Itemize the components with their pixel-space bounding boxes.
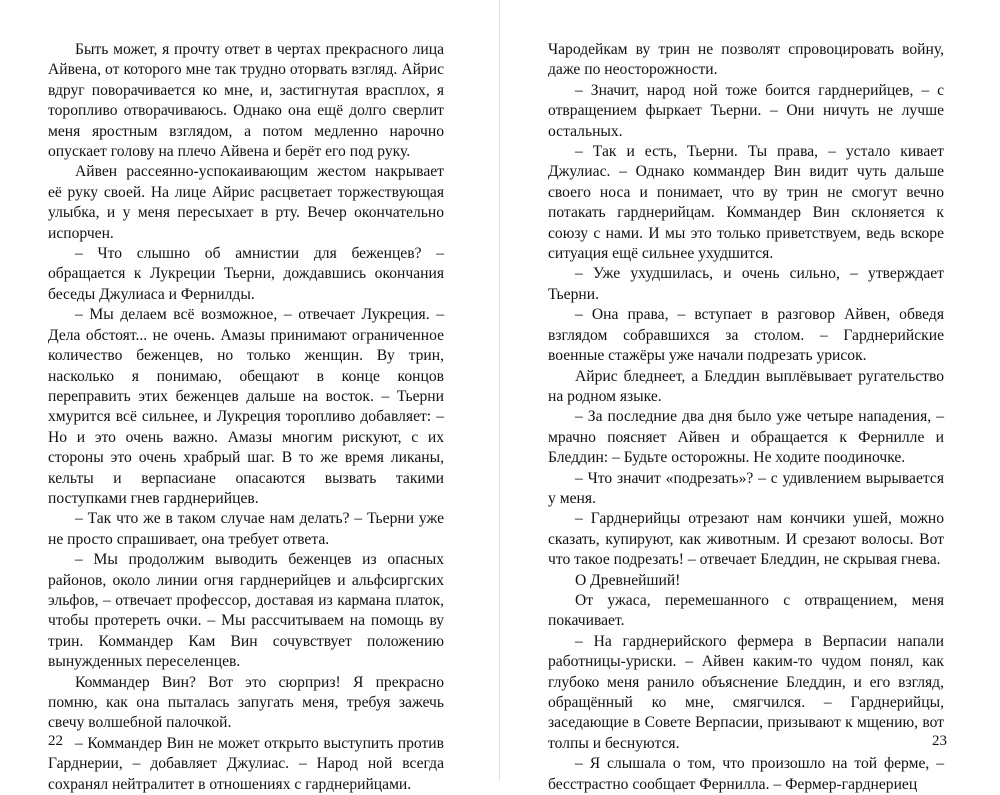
left-paragraph-4: – Мы делаем всё возможное, – отвечает Лукреция. – Дела обстоят... не очень. Амазы принимают ограниченное количество беженцев, но только женщин. Ву трин, насколько я понимаю, обещают в конце концов переправить этих беженцев дальше на восток. – Тьерни хмурится всё сильнее, и Лукреция торопливо добавляет: – Но и это очень важно. Амазы многим рискуют, с их стороны это очень храбрый шаг. В то же время ликаны, кельты и верпасиане опасаются вызвать такими поступками гнев гарднерийцев.: [48, 306, 444, 507]
right-paragraph-6: – За последние два дня было уже четыре нападения, – мрачно поясняет Айвен и обращается к Фернилле и Бледдин: – Будьте осторожны. Не ходите поодиночке.: [548, 408, 944, 467]
right-paragraph-11: – На гарднерийского фермера в Верпасии напали работницы-уриски. – Айвен каким-то чудом понял, как глубоко меня ранило объяснение Бледдин, и его взгляд, обращённый ко мне, смягчился. – Гарднерийцы, заседающие в Совете Верпасии, призывают к мщению, вот толпы и беснуются.: [548, 632, 944, 752]
right-continuation-paragraph: Чародейкам ву трин не позволят спровоцировать войну, даже по неосторожности.: [548, 41, 944, 79]
right-page-number: 23: [932, 733, 947, 749]
right-paragraph-5: Айрис бледнеет, а Бледдин выплёвывает ругательство на родном языке.: [548, 367, 944, 405]
right-paragraph-4: – Она права, – вступает в разговор Айвен, обведя взглядом собравшихся за столом. – Гарднерийские военные стажёры уже начали подрезать урисок.: [548, 306, 944, 365]
right-paragraph-7: – Что значит «подрезать»? – с удивлением вырывается у меня.: [548, 469, 944, 507]
right-paragraph-10: От ужаса, перемешанного с отвращением, меня покачивает.: [548, 591, 944, 630]
right-paragraph-12: – Я слышала о том, что произошло на той ферме, – бесстрастно сообщает Фернилла. – Фермер-гарднериец: [548, 755, 944, 793]
right-paragraph-3: – Уже ухудшилась, и очень сильно, – утверждает Тьерни.: [548, 265, 944, 303]
right-page: [548, 40, 944, 795]
left-paragraph-2: Айвен рассеянно-успокаивающим жестом накрывает её руку своей. На лице Айрис расцветает торжествующая улыбка, и у меня пересыхает в рту. Вечер окончательно испорчен.: [48, 163, 444, 242]
left-paragraph-5: – Так что же в таком случае нам делать? – Тьерни уже не просто спрашивает, она требует ответа.: [48, 510, 444, 548]
right-paragraph-8: – Гарднерийцы отрезают нам кончики ушей, можно сказать, купируют, как животным. И срезают волосы. Вот что такое подрезать! – отвечает Бледдин, не скрывая гнева.: [548, 510, 944, 569]
left-paragraph-6: – Мы продолжим выводить беженцев из опасных районов, около линии огня гарднерийцев и альфсиргских эльфов, – отвечает профессор, доставая из кармана платок, чтобы протереть очки. – Мы рассчитываем на помощь ву трин. Коммандер Кам Вин сочувствует положению вынужденных переселенцев.: [48, 551, 444, 671]
left-page: [48, 40, 444, 795]
left-paragraph-7: Коммандер Вин? Вот это сюрприз! Я прекрасно помню, как она пыталась запугать меня, требуя зажечь свечу волшебной палочкой.: [48, 673, 444, 732]
left-paragraph-3: – Что слышно об амнистии для беженцев? – обращается к Лукреции Тьерни, дождавшись окончания беседы Джулиаса и Фернилды.: [48, 245, 444, 303]
right-paragraph-1: – Значит, народ ной тоже боится гарднерийцев, – с отвращением фыркает Тьерни. – Они ничуть не лучше остальных.: [548, 81, 944, 140]
left-page-number: 22: [48, 733, 63, 749]
book-gutter: [499, 0, 500, 781]
left-paragraph-8: – Коммандер Вин не может открыто выступить против Гарднерии, – добавляет Джулиас. – Народ ной всегда сохранял нейтралитет в отношениях с гарднерийцами.: [48, 734, 444, 793]
left-paragraph-1: Быть может, я прочту ответ в чертах прекрасного лица Айвена, от которого мне так трудно оторвать взгляд. Айрис вдруг поворачивается ко мне, и, застигнутая врасплох, я торопливо отворачиваюсь. Однако она ещё долго сверлит меня яростным взглядом, а потом медленно нарочно опускает голову на плечо Айвена и берёт его под руку.: [48, 41, 444, 161]
right-paragraph-9: О Древнейший!: [575, 571, 681, 589]
right-paragraph-2: – Так и есть, Тьерни. Ты права, – устало кивает Джулиас. – Однако коммандер Вин видит чуть дальше своего носа и понимает, что ву трин не смогут вечно потакать гарднерийцам. Коммандер Вин склоняется к союзу с нами. И мы это только приветствуем, ведь вскоре ситуация ещё сильнее ухудшится.: [548, 143, 944, 263]
